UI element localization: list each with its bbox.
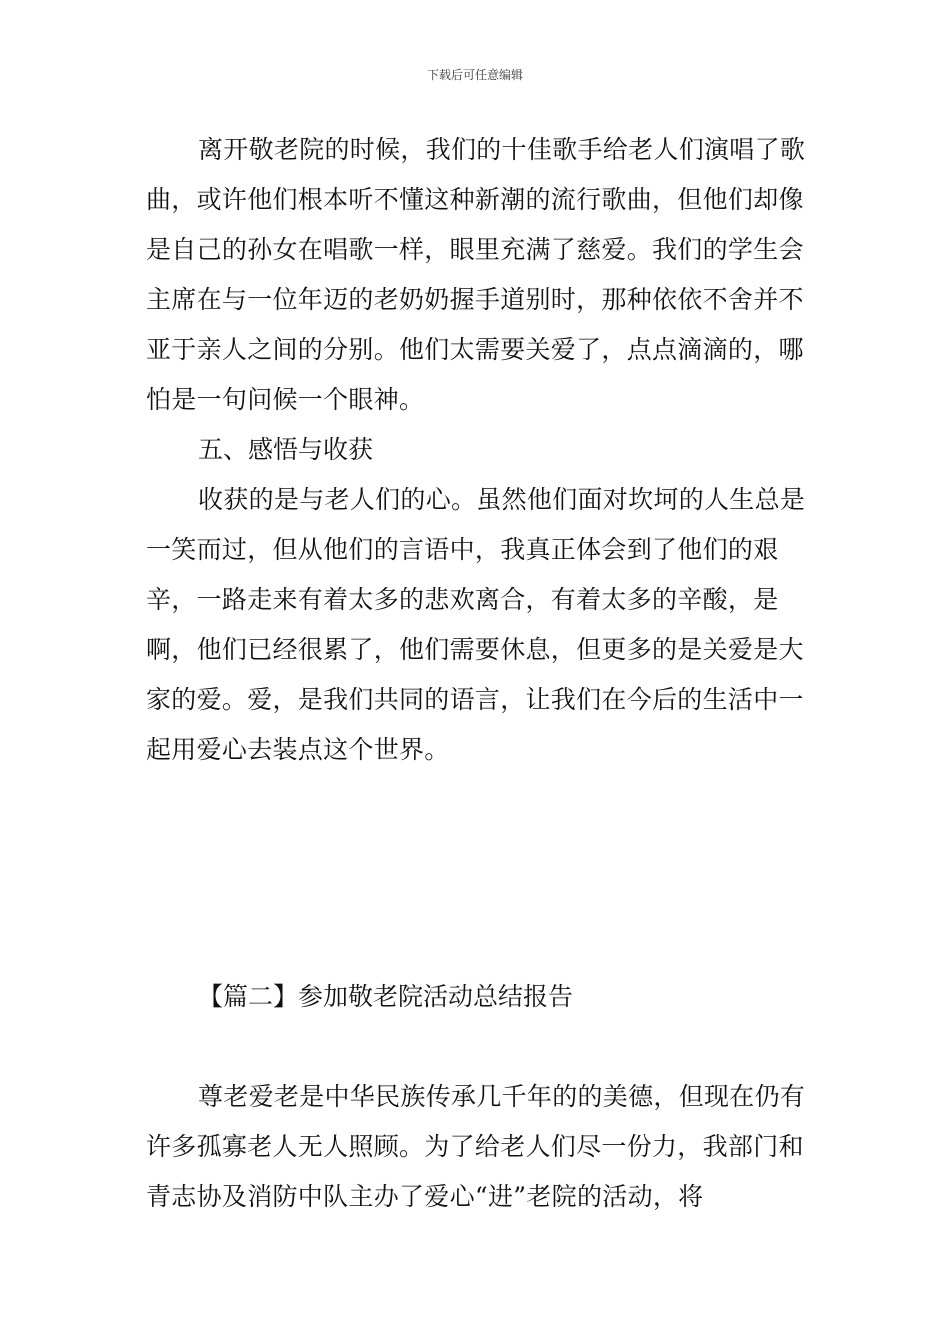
section2-paragraph-1: 尊老爱老是中华民族传承几千年的的美德，但现在仍有许多孤寡老人无人照顾。为了给老人们尽一份力，我部门和青志协及消防中队主办了爱心“进”老院的活动，将: [146, 1082, 806, 1211]
page-header-note: 下载后可任意编辑: [426, 68, 523, 82]
section1-paragraph-2: 收获的是与老人们的心。虽然他们面对坎坷的人生总是一笑而过，但从他们的言语中，我真正体会到了他们的艰辛，一路走来有着太多的悲欢离合，有着太多的辛酸，是啊，他们已经很累了，他们需要休息，但更多的是关爱是大家的爱。爱，是我们共同的语言，让我们在今后的生活中一起用爱心去装点这个世界。: [146, 485, 806, 764]
section1-heading: 五、感悟与收获: [198, 435, 374, 464]
section1-paragraph-1: 离开敬老院的时候，我们的十佳歌手给老人们演唱了歌曲，或许他们根本听不懂这种新潮的流行歌曲，但他们却像是自己的孙女在唱歌一样，眼里充满了慈爱。我们的学生会主席在与一位年迈的老奶奶握手道别时，那种依依不舍并不亚于亲人之间的分别。他们太需要关爱了，点点滴滴的，哪怕是一句问候一个眼神。: [146, 135, 806, 414]
section2-title: 【篇二】参加敬老院活动总结报告: [198, 982, 574, 1011]
